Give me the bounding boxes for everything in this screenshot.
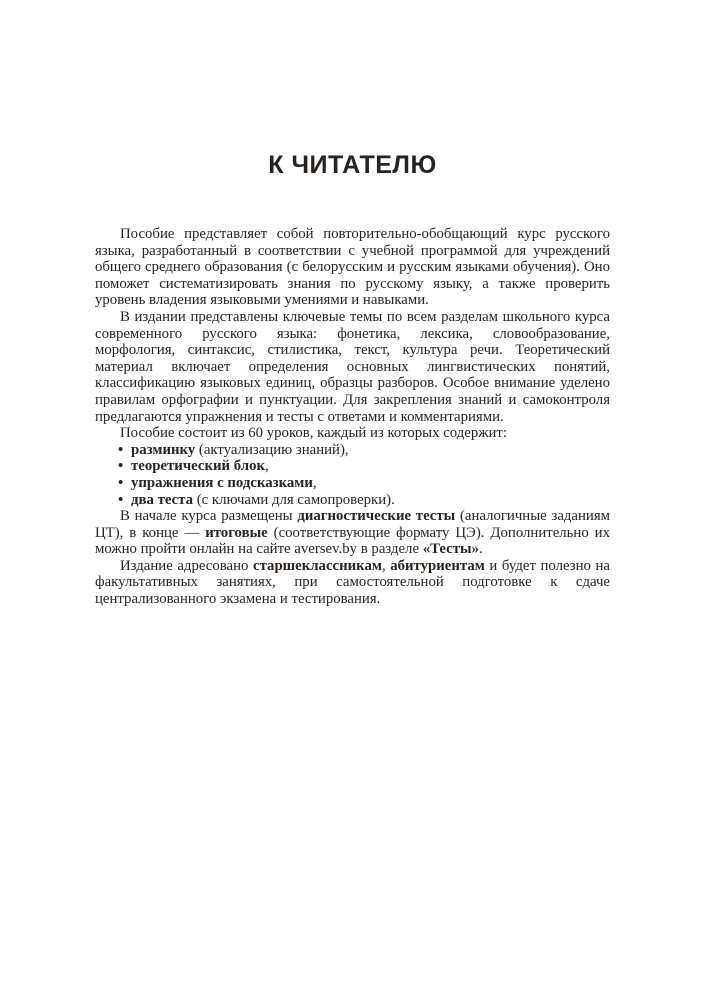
text-segment: Пособие состоит из 60 уроков, каждый из которых содержит: (120, 425, 507, 442)
paragraph (95, 425, 610, 442)
text-segment: (с ключами для самопроверки). (193, 491, 395, 508)
bullet-list (95, 442, 610, 508)
text-segment: . (478, 541, 483, 558)
bullet-list-item (95, 475, 610, 492)
bullet-list-item (95, 492, 610, 509)
bold-text-segment: итоговые (205, 524, 268, 541)
bold-text-segment: абитуриентам (390, 557, 485, 574)
text-segment: , (265, 458, 269, 475)
text-segment: (аналогичные заданиям ЦТ), в конце — (95, 508, 610, 541)
bold-text-segment: теоретический блок (131, 458, 266, 475)
text-segment: В издании представлены ключевые темы по всем разделам школьного курса современного русского языка: фонетика, лексика, словообразование, морфология, синтаксис, стилистика, текст, культура речи. Теоретический материал включает определения основных лингвистических понятий, классификацию языковых единиц, образцы разборов. Особое внимание уделено правилам орфографии и пунктуации. Для закрепления знаний и самоконтроля предлагаются упражнения и тесты с ответами и комментариями. (95, 308, 610, 425)
bold-text-segment: «Тесты» (422, 541, 479, 558)
bold-text-segment: упражнения с подсказками (131, 474, 313, 491)
page-body (95, 226, 610, 608)
text-segment: , (312, 474, 317, 491)
bold-text-segment: старшеклассникам (253, 557, 382, 574)
paragraph (95, 558, 610, 608)
bold-text-segment: два теста (131, 491, 194, 508)
bullet-list-item (95, 458, 610, 475)
bold-text-segment: разминку (131, 441, 196, 458)
text-segment: , (381, 557, 391, 574)
text-segment: Издание адресовано (120, 557, 254, 574)
text-segment: Пособие представляет собой повторительно-обобщающий курс русского языка, разработанный в соответствии с учебной программой для учреждений общего среднего образования (с белорусским и русским языками обучения). Оно поможет систематизировать знания по русскому языку, а также проверить уровень владения языковыми умениями и навыками. (95, 226, 610, 309)
chapter-title: К ЧИТАТЕЛЮ (268, 151, 437, 179)
text-segment: и будет полезно на факультативных занятиях, при самостоятельной подготовке к сдаче централизованного экзамена и тестирования. (95, 557, 610, 608)
text-segment: (актуализацию знаний), (195, 441, 349, 458)
paragraph (95, 226, 610, 309)
paragraph (95, 508, 610, 558)
bullet-list-item (95, 442, 610, 459)
bold-text-segment: диагностические тесты (297, 508, 456, 525)
paragraph (95, 309, 610, 425)
text-segment: В начале курса размещены (120, 508, 298, 525)
text-segment: (соответствующие формату ЦЭ). Дополнительно их можно пройти онлайн на сайте aversev.by в разделе (95, 524, 610, 558)
